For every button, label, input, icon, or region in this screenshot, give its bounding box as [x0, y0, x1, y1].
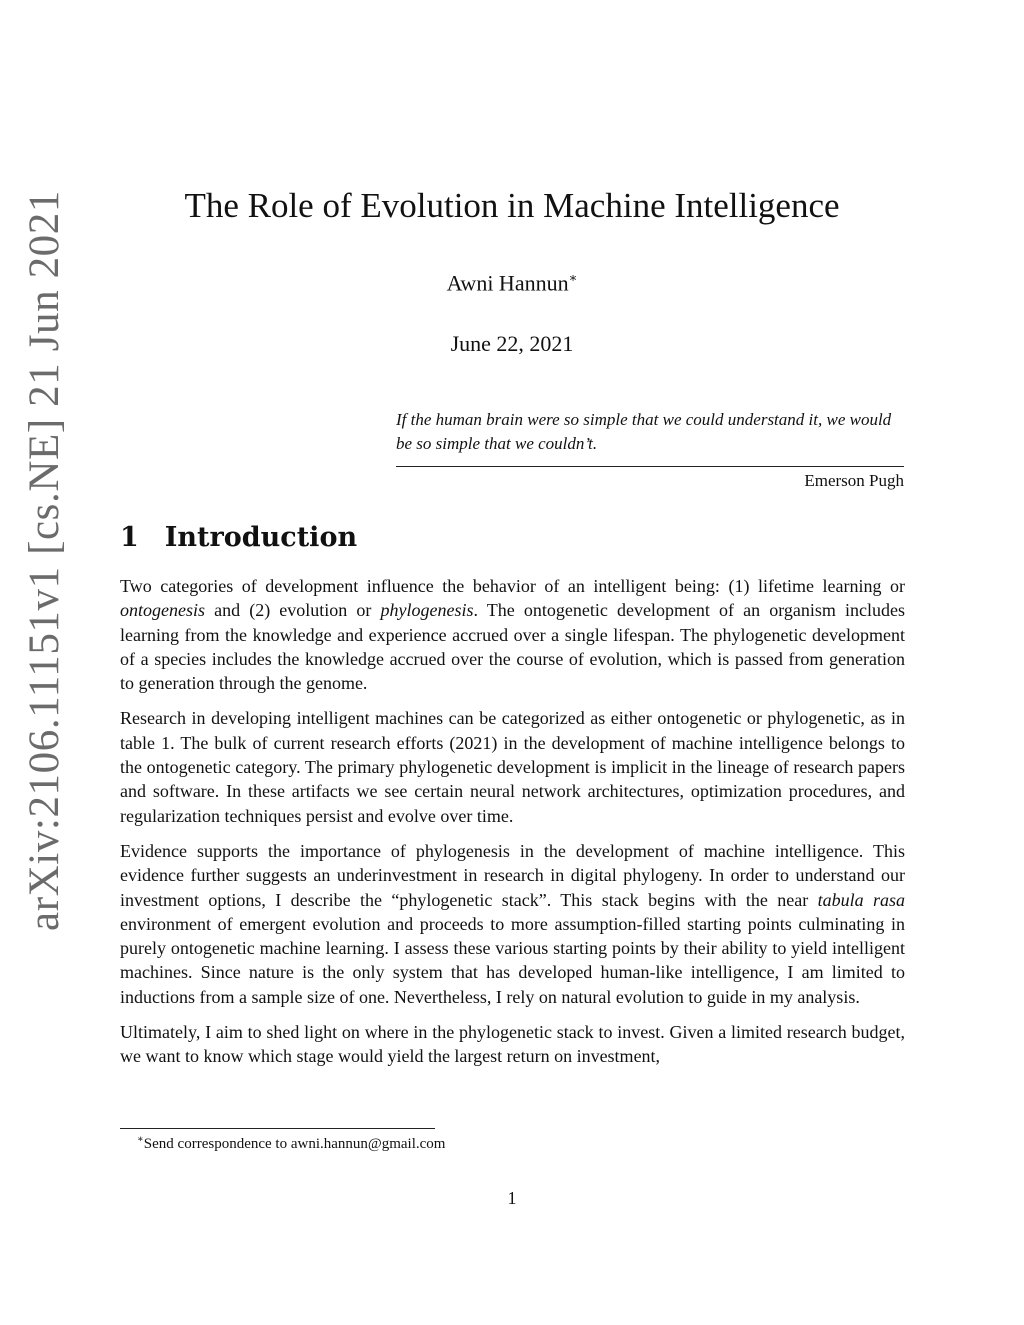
italic-term: tabula rasa [817, 889, 905, 910]
paper-title: The Role of Evolution in Machine Intelligence [184, 186, 840, 225]
paper-date: June 22, 2021 [450, 331, 574, 356]
body-paragraph [120, 839, 905, 1009]
author-name: Awni Hannun [446, 270, 569, 296]
author-footnote-marker: ∗ [568, 270, 578, 285]
paragraph-text: Evidence supports the importance of phylogenesis in the development of machine intelligence. This evidence further suggests an underinvestment in research in digital phylogeny. In order to understand our investment options, I describe the “phylogenetic stack”. This stack begins with the near [120, 840, 905, 910]
footnote-text: Send correspondence to awni.hannun@gmail.com [143, 1136, 446, 1152]
paragraph-text: Ultimately, I aim to shed light on where in the phylogenetic stack to invest. Given a limited research budget, we want to know which stage would yield the largest return on investment, [120, 1022, 905, 1067]
paragraph-text: environment of emergent evolution and proceeds to more assumption-filled starting points culminating in purely ontogenetic machine learning. I assess these various starting points by their ability to yield intelligent machines. Since nature is the only system that has developed human-like intelligence, I am limited to inductions from a sample size of one. Nevertheless, I rely on natural evolution to guide in my analysis. [120, 913, 905, 1007]
body-text [120, 574, 905, 1080]
page-number: 1 [507, 1188, 517, 1208]
body-paragraph [120, 706, 905, 827]
body-paragraph [120, 1020, 905, 1069]
author-line [0, 270, 1024, 296]
footnote-divider [120, 1128, 435, 1129]
arxiv-identifier-text: arXiv:2106.11151v1 [cs.NE] 21 Jun 2021 [20, 189, 68, 931]
paragraph-text: Two categories of development influence the behavior of an intelligent being: (1) lifetime learning or [120, 576, 905, 596]
paragraph-text: and (2) evolution or [205, 600, 381, 621]
paragraph-text: . The ontogenetic development of an organism includes learning from the knowledge and experience accrued over a single lifespan. The phylogenetic development of a species includes the knowledge accrued over the course of evolution, which is passed from generation to generation through the genome. [120, 600, 905, 694]
body-paragraph [120, 574, 905, 695]
epigraph [396, 408, 904, 491]
epigraph-quote: If the human brain were so simple that we could understand it, we would be so simple that we couldn’t. [396, 410, 892, 453]
italic-term: ontogenesis [120, 600, 205, 621]
section-title: Introduction [164, 522, 358, 553]
paragraph-text: Research in developing intelligent machines can be categorized as either ontogenetic or phylogenetic, as in table 1. The bulk of current research efforts (2021) in the development of machine intelligence belongs to the ontogenetic category. The primary phylogenetic development is implicit in the lineage of research papers and software. In these artifacts we see certain neural network architectures, optimization procedures, and regularization techniques persist and evolve over time. [120, 708, 905, 826]
epigraph-attribution: Emerson Pugh [804, 471, 904, 490]
section-heading [120, 522, 357, 553]
footnote [137, 1134, 445, 1153]
section-number: 1 [120, 522, 139, 553]
footnote-marker: ∗ [137, 1134, 144, 1145]
epigraph-divider [396, 466, 904, 467]
italic-term: phylogenesis [380, 600, 474, 621]
